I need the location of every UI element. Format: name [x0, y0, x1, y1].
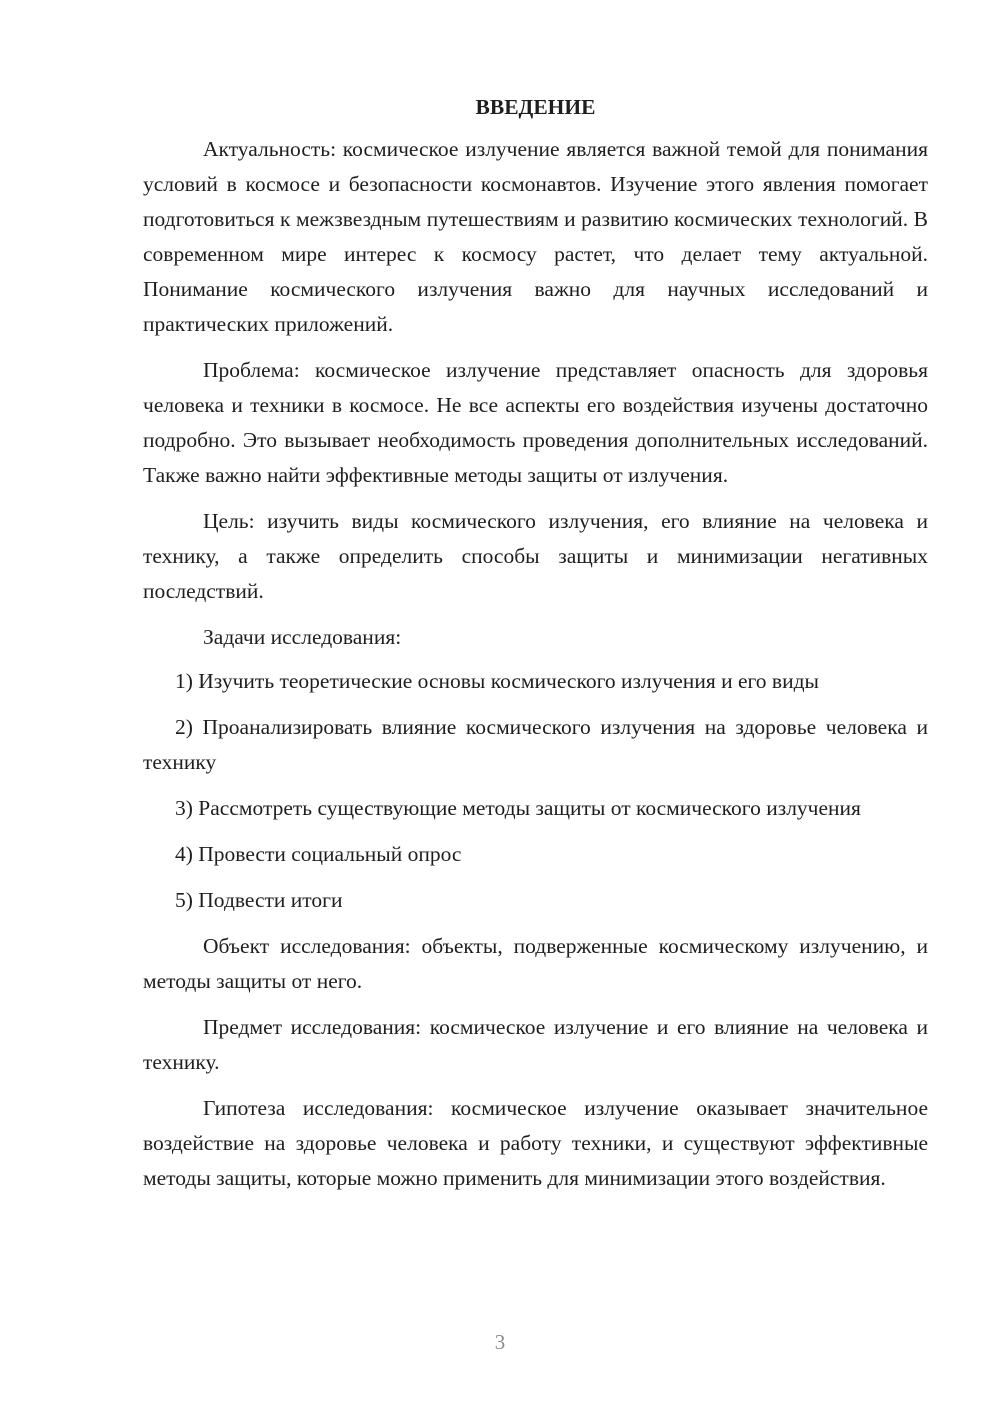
page-number: 3: [494, 1330, 506, 1354]
object-paragraph: Объект исследования: объекты, подверженные космическому излучению, и методы защиты от него.: [143, 934, 928, 993]
relevance-paragraph: Актуальность: космическое излучение является важной темой для понимания условий в космосе и безопасности космонавтов. Изучение этого явления помогает подготовиться к межзвездным путешествиям и развитию космических технологий. В современном мире интерес к космосу растет, что делает тему актуальной. Понимание космического излучения важно для научных исследований и практических приложений.: [143, 137, 928, 336]
list-item: 5) Подвести итоги: [175, 888, 343, 912]
goal-paragraph: Цель: изучить виды космического излучения, его влияние на человека и технику, а также определить способы защиты и минимизации негативных последствий.: [143, 509, 928, 603]
subject-paragraph: Предмет исследования: космическое излучение и его влияние на человека и технику.: [143, 1015, 928, 1074]
list-item: 1) Изучить теоретические основы космического излучения и его виды: [175, 669, 819, 693]
list-item: 2) Проанализировать влияние космического излучения на здоровье человека и технику: [143, 715, 928, 774]
page-title: ВВЕДЕНИЕ: [475, 95, 596, 119]
problem-paragraph: Проблема: космическое излучение представляет опасность для здоровья человека и техники в космосе. Не все аспекты его воздействия изучены достаточно подробно. Это вызывает необходимость проведения дополнительных исследований. Также важно найти эффективные методы защиты от излучения.: [143, 358, 928, 487]
document-page: [143, 90, 928, 1207]
hypothesis-paragraph: Гипотеза исследования: космическое излучение оказывает значительное воздействие на здоровье человека и работу техники, и существуют эффективные методы защиты, которые можно применить для минимизации этого воздействия.: [143, 1096, 928, 1190]
list-item: 4) Провести социальный опрос: [175, 842, 462, 866]
list-item: 3) Рассмотреть существующие методы защиты от космического излучения: [175, 796, 861, 820]
tasks-list: [143, 664, 928, 918]
tasks-heading: Задачи исследования:: [203, 625, 402, 649]
